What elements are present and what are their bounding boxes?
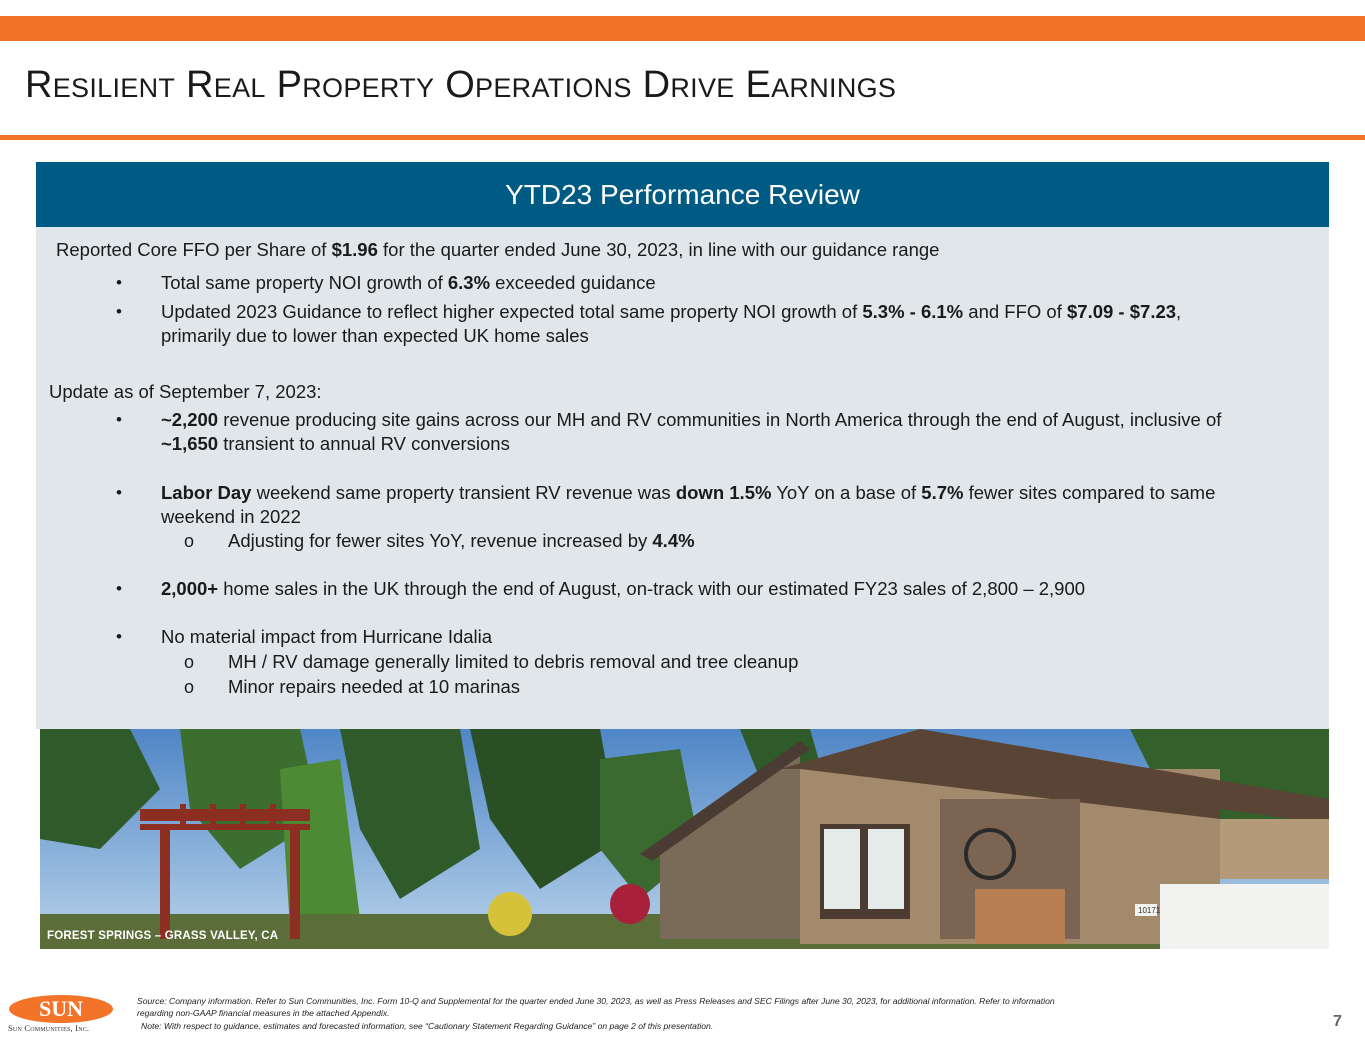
community-photo-illustration xyxy=(40,729,1329,949)
bullet-text: revenue producing site gains across our MH and RV communities in North America through the end of August, inclusive of xyxy=(218,409,1222,430)
bullet-site-gains-line2 xyxy=(161,432,510,456)
slide-title: Resilient Real Property Operations Drive Earnings xyxy=(25,64,897,106)
bullet-guidance-line2: primarily due to lower than expected UK home sales xyxy=(161,325,589,346)
bullet-value: 4.4% xyxy=(652,530,695,551)
sub-bullet-marinas: Minor repairs needed at 10 marinas xyxy=(228,676,521,697)
community-photo xyxy=(40,729,1329,949)
sub-bullet-icon: o xyxy=(184,652,195,672)
bullet-value: 6.3% xyxy=(447,272,491,293)
intro-value: $1.96 xyxy=(331,239,378,260)
bullet-text: Updated 2023 Guidance to reflect higher expected total same property NOI growth of xyxy=(161,301,863,322)
sub-bullet-icon: o xyxy=(184,531,195,551)
bullet-icon: • xyxy=(116,483,122,502)
sub-bullet-damage: MH / RV damage generally limited to debris removal and tree cleanup xyxy=(228,651,799,672)
bullet-text: exceeded guidance xyxy=(490,272,656,293)
logo-wordmark: SUN xyxy=(38,996,84,1021)
bullet-labor-day-line2: weekend in 2022 xyxy=(161,506,301,527)
bullet-value: Labor Day xyxy=(161,482,252,503)
bullet-site-gains-line1 xyxy=(161,408,1221,432)
bullet-value: 5.3% - 6.1% xyxy=(862,301,964,322)
bullet-uk-home-sales xyxy=(161,577,1085,601)
bullet-noi-growth xyxy=(161,271,656,295)
bullet-icon: • xyxy=(116,410,122,429)
bullet-icon: • xyxy=(116,627,122,646)
panel-header xyxy=(36,162,1329,227)
bullet-icon: • xyxy=(116,273,122,292)
intro-text: Reported Core FFO per Share of xyxy=(56,239,332,260)
photo-caption: FOREST SPRINGS – GRASS VALLEY, CA xyxy=(47,930,279,942)
bullet-text: and FFO of xyxy=(963,301,1067,322)
update-heading: Update as of September 7, 2023: xyxy=(49,381,322,402)
source-note-line1: Source: Company information. Refer to Sun Communities, Inc. Form 10-Q and Supplemental for the quarter ended June 30, 2023, as well as Press Releases and SEC Filings after June 30, 2023, for additional information. Refer to information xyxy=(137,996,1055,1006)
bullet-text: home sales in the UK through the end of August, on-track with our estimated FY23 sales of 2,800 – 2,900 xyxy=(218,578,1086,599)
bullet-value: $7.09 - $7.23 xyxy=(1067,301,1177,322)
intro-line xyxy=(56,238,939,262)
bullet-text: transient to annual RV conversions xyxy=(218,433,510,454)
bullet-hurricane: No material impact from Hurricane Idalia xyxy=(161,626,493,647)
bullet-text: fewer sites compared to same xyxy=(963,482,1216,503)
bullet-icon: • xyxy=(116,579,122,598)
bullet-text: weekend same property transient RV revenue was xyxy=(251,482,676,503)
bullet-value: ~1,650 xyxy=(161,433,219,454)
page-number: 7 xyxy=(1333,1013,1342,1030)
guidance-note: Note: With respect to guidance, estimates and forecasted information, see “Cautionary Statement Regarding Guidance” on page 2 of this presentation. xyxy=(141,1021,714,1031)
bullet-text: Total same property NOI growth of xyxy=(161,272,448,293)
performance-review-panel xyxy=(36,227,1329,729)
bullet-guidance-line1 xyxy=(161,300,1181,324)
logo-company-name: Sun Communities, Inc. xyxy=(8,1023,90,1033)
sub-bullet-adjusted-revenue xyxy=(228,529,695,553)
bullet-value: ~2,200 xyxy=(161,409,219,430)
intro-text-post: for the quarter ended June 30, 2023, in line with our guidance range xyxy=(377,239,940,260)
bullet-value: down 1.5% xyxy=(675,482,772,503)
title-rule xyxy=(0,135,1365,140)
bullet-icon: • xyxy=(116,302,122,321)
bullet-text: , xyxy=(1176,301,1182,322)
bullet-value: 5.7% xyxy=(921,482,964,503)
house-number: 10171 xyxy=(1138,906,1161,915)
top-accent-bar xyxy=(0,16,1365,41)
source-note-line2: regarding non-GAAP financial measures in the attached Appendix. xyxy=(137,1008,390,1018)
panel-header-title: YTD23 Performance Review xyxy=(505,178,860,210)
bullet-value: 2,000+ xyxy=(161,578,219,599)
bullet-text: Adjusting for fewer sites YoY, revenue increased by xyxy=(228,530,653,551)
sub-bullet-icon: o xyxy=(184,677,195,697)
bullet-text: YoY on a base of xyxy=(771,482,922,503)
bullet-labor-day-line1 xyxy=(161,481,1215,505)
